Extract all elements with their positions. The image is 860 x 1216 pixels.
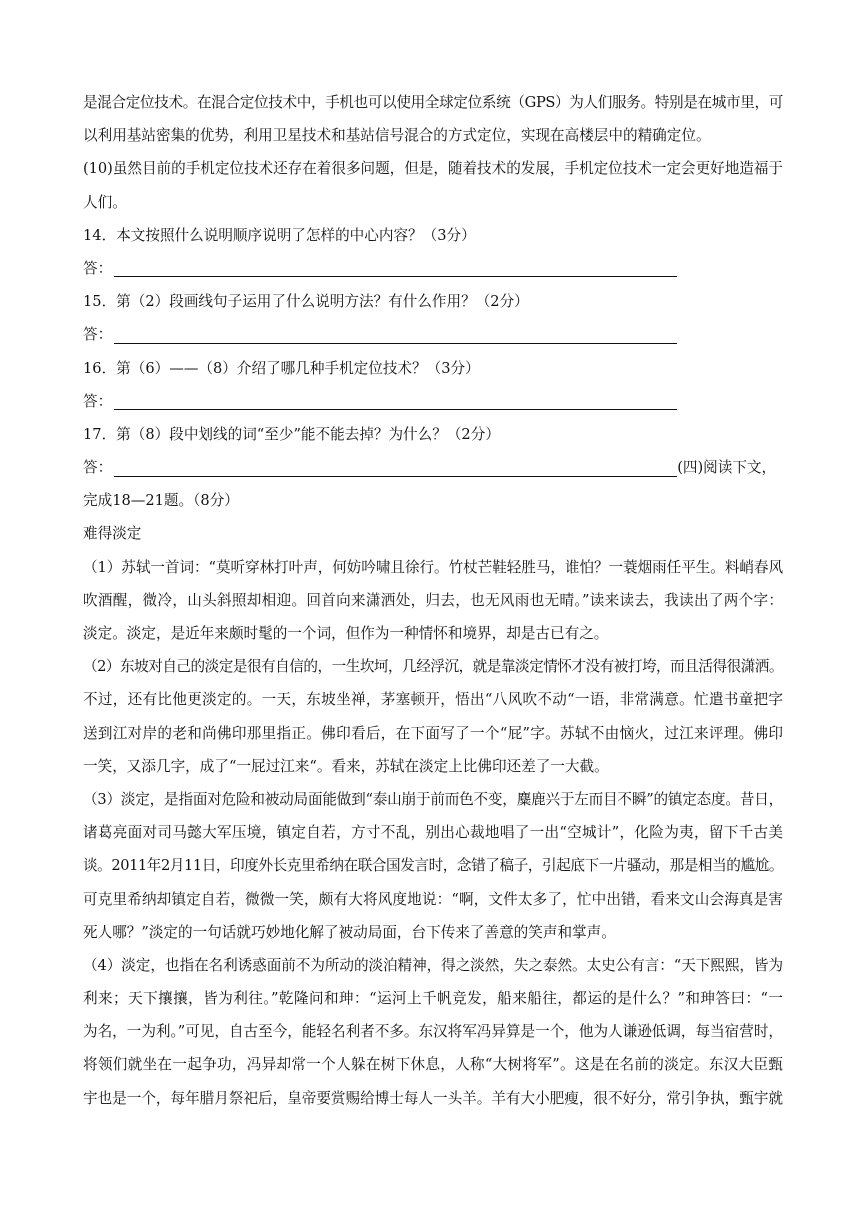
article-line: 利来；天下攘攘，皆为利往。”乾隆问和珅：“运河上千帆竞发，船来船往，都运的是什么？”和珅答曰：“一 [83, 990, 783, 1008]
answer-blank[interactable] [114, 393, 677, 410]
article-line: 宇也是一个，每年腊月祭祀后，皇帝要赏赐给博士每人一头羊。羊有大小肥瘦，很不好分，常引争执，甄宇就 [83, 1089, 783, 1107]
answer-blank[interactable] [114, 327, 677, 344]
text-line: 以利用基站密集的优势，利用卫星技术和基站信号混合的方式定位，实现在高楼层中的精确定位。 [83, 127, 711, 145]
section-heading: (四)阅读下文， [677, 459, 777, 477]
article-title: 难得淡定 [83, 525, 142, 543]
article-line: （3）淡定，是指面对危险和被动局面能做到“泰山崩于前而色不变，麋鹿兴于左而目不瞬”的镇定态度。昔日， [83, 790, 783, 808]
answer-label: 答： [83, 392, 113, 410]
answer-label: 答： [83, 259, 113, 277]
section-intro: 完成18—21题。（8分） [83, 492, 239, 510]
article-line: 吹酒醒，微冷，山头斜照却相迎。回首向来潇洒处，归去，也无风雨也无晴。”读来读去，我读出了两个字： [83, 591, 783, 609]
text-line: 是混合定位技术。在混合定位技术中，手机也可以使用全球定位系统（GPS）为人们服务。特别是在城市里，可 [83, 94, 783, 111]
article-line: 为名，一为利。”可见，自古至今，能轻名利者不多。东汉将军冯异算是一个，他为人谦逊低调，每当宿营时， [83, 1023, 783, 1041]
article-line: 一笑，又添几字，成了“一屁过江来“。看来，苏轼在淡定上比佛印还差了一大截。 [83, 757, 609, 775]
answer-line-17 [83, 451, 783, 484]
text-line: 人们。 [83, 193, 127, 211]
article-line: 可克里希纳却镇定自若，微微一笑，颇有大将风度地说：“啊，文件太多了，忙中出错，看来文山会海真是害 [83, 890, 783, 908]
article-line: 谈。2011年2月11日，印度外长克里希纳在联合国发言时，念错了稿子，引起底下一片骚动，那是相当的尴尬。 [83, 857, 783, 875]
article-line: 死人哪？”淡定的一句话就巧妙地化解了被动局面，台下传来了善意的笑声和掌声。 [83, 923, 616, 941]
question-17: 17．第（8）段中划线的词“至少”能不能去掉？为什么？（2分） [83, 425, 500, 443]
answer-label: 答： [83, 326, 113, 344]
article-line: 将领们就坐在一起争功，冯异却常一个人躲在树下休息，人称“大树将军”。这是在名前的淡定。东汉大臣甄 [83, 1056, 783, 1074]
answer-label: 答： [83, 459, 113, 477]
question-15: 15．第（2）段画线句子运用了什么说明方法？有什么作用？（2分） [83, 293, 529, 311]
answer-line-15 [83, 318, 783, 351]
question-16: 16．第（6）——（8）介绍了哪几种手机定位技术？（3分） [83, 359, 480, 377]
answer-line-14 [83, 252, 783, 285]
answer-blank[interactable] [114, 460, 677, 477]
question-14: 14．本文按照什么说明顺序说明了怎样的中心内容？（3分） [83, 226, 476, 244]
article-line: 诸葛亮面对司马懿大军压境，镇定自若，方寸不乱，别出心裁地唱了一出“空城计”，化险为夷，留下千古美 [83, 824, 783, 842]
article-line: （4）淡定，也指在名利诱惑面前不为所动的淡泊精神，得之淡然，失之泰然。太史公有言：“天下熙熙，皆为 [83, 956, 783, 974]
article-line: （1）苏轼一首词：“莫听穿林打叶声，何妨吟啸且徐行。竹杖芒鞋轻胜马，谁怕？一蓑烟雨任平生。料峭春风 [83, 558, 783, 576]
article-line: 淡定。淡定，是近年来颇时髦的一个词，但作为一种情怀和境界，却是古已有之。 [83, 625, 609, 642]
answer-blank[interactable] [114, 260, 677, 277]
article-line: 不过，还有比他更淡定的。一天，东坡坐禅，茅塞顿开，悟出“八风吹不动“一语，非常满意。忙遣书童把字 [83, 691, 783, 709]
article-line: 送到江对岸的老和尚佛印那里指正。佛印看后，在下面写了一个“屁”字。苏轼不由恼火，过江来评理。佛印 [83, 724, 783, 742]
text-line: (10)虽然目前的手机定位技术还存在着很多问题，但是，随着技术的发展，手机定位技术一定会更好地造福于 [83, 160, 783, 178]
article-line: （2）东坡对自己的淡定是很有自信的，一生坎坷，几经浮沉，就是靠淡定情怀才没有被打垮，而且活得很潇洒。 [83, 658, 783, 676]
answer-line-16 [83, 385, 783, 418]
document-body [83, 86, 783, 1115]
